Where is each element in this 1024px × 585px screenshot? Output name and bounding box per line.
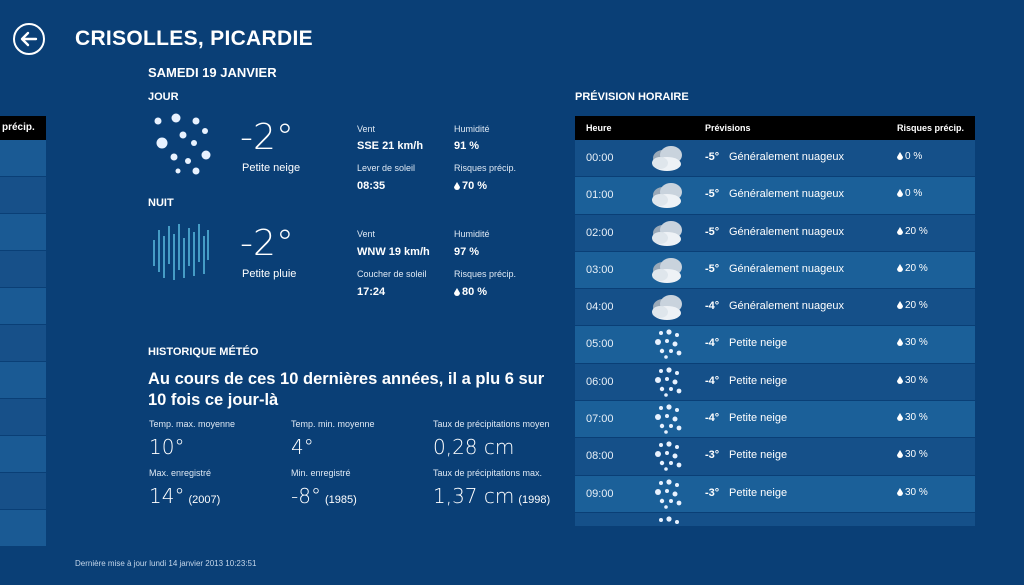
left-row [0, 473, 46, 510]
raindrop-icon [897, 488, 903, 496]
col-hour: Heure [586, 123, 612, 133]
night-temperature: -2° [240, 223, 294, 264]
left-row [0, 140, 46, 177]
row-temp: -4° [705, 337, 720, 350]
row-hour: 04:00 [586, 301, 614, 314]
left-row [0, 510, 46, 547]
row-temp: -5° [705, 262, 720, 275]
hourly-row [575, 289, 975, 326]
row-desc: Généralement nuageux [729, 300, 844, 313]
row-hour: 02:00 [586, 226, 614, 239]
left-row [0, 325, 46, 362]
row-precip-value: 30 % [905, 449, 928, 461]
record-min [291, 484, 357, 508]
night-precip [454, 286, 487, 298]
hourly-title: PRÉVISION HORAIRE [575, 91, 689, 103]
row-precip-value: 20 % [905, 300, 928, 312]
raindrop-icon [897, 338, 903, 346]
avg-precip-value: 0,28 cm [433, 435, 515, 459]
row-hour: 05:00 [586, 338, 614, 351]
day-label: JOUR [148, 91, 179, 103]
snow-icon [649, 404, 685, 434]
cloudy-icon [649, 255, 685, 285]
row-desc: Généralement nuageux [729, 151, 844, 163]
row-precip-value: 30 % [905, 412, 928, 424]
row-temp: -4° [705, 412, 720, 425]
hourly-table-header [575, 116, 975, 140]
day-temperature: -2° [240, 117, 294, 158]
hourly-row [575, 364, 975, 401]
snow-icon [649, 479, 685, 509]
night-label: NUIT [148, 197, 174, 209]
rain-icon [150, 220, 212, 282]
last-updated: Dernière mise à jour lundi 14 janvier 2013 10:23:51 [75, 559, 257, 568]
hourly-row [575, 476, 975, 513]
record-max-label: Max. enregistré [149, 468, 212, 478]
row-desc: Petite neige [729, 449, 788, 462]
row-precip-value: 30 % [905, 374, 928, 386]
night-humidity-label: Humidité [454, 229, 490, 239]
row-hour: 08:00 [586, 450, 614, 463]
row-precip-value: 20 % [905, 262, 928, 274]
day-wind: SSE 21 km/h [357, 140, 424, 152]
row-precip [897, 487, 928, 498]
snow-icon [150, 113, 212, 175]
night-wind-label: Vent [357, 229, 376, 239]
back-arrow-icon [20, 30, 38, 48]
back-button[interactable] [13, 23, 45, 55]
avg-precip-label: Taux de précipitations moyen [433, 419, 550, 429]
hourly-forecast-table[interactable] [575, 116, 975, 526]
row-desc: Petite neige [729, 374, 788, 387]
raindrop-icon [897, 413, 903, 421]
day-precip-label: Risques précip. [454, 163, 517, 173]
record-max-value: 14° [149, 484, 185, 508]
left-row [0, 399, 46, 436]
avg-min-label: Temp. min. moyenne [291, 419, 375, 429]
cloudy-icon [649, 292, 685, 322]
raindrop-icon [897, 450, 903, 458]
hourly-row [575, 215, 975, 252]
row-temp: -3° [705, 486, 720, 499]
raindrop-icon [897, 376, 903, 384]
row-precip [897, 449, 928, 460]
hourly-row [575, 326, 975, 363]
date-title: SAMEDI 19 JANVIER [148, 65, 277, 80]
day-wind-label: Vent [357, 124, 376, 134]
row-precip-value: 30 % [905, 486, 928, 498]
row-desc: Généralement nuageux [729, 262, 844, 275]
left-row [0, 362, 46, 399]
row-hour: 00:00 [586, 152, 614, 164]
night-condition: Petite pluie [242, 268, 297, 280]
record-min-year: (1985) [324, 494, 357, 506]
row-precip [897, 151, 922, 162]
left-row [0, 177, 46, 214]
cloudy-icon [649, 180, 685, 210]
raindrop-icon [897, 189, 903, 197]
max-precip [433, 484, 550, 508]
row-temp: -4° [705, 300, 720, 313]
day-humidity-label: Humidité [454, 124, 490, 134]
row-hour: 07:00 [586, 413, 614, 426]
previous-day-column[interactable] [0, 116, 46, 526]
row-precip [897, 263, 928, 274]
row-precip-value: 30 % [905, 337, 928, 349]
avg-max-value: 10° [149, 435, 185, 459]
raindrop-icon [454, 288, 460, 296]
row-precip [897, 375, 928, 386]
avg-max-label: Temp. max. moyenne [149, 419, 236, 429]
raindrop-icon [897, 301, 903, 309]
row-desc: Petite neige [729, 486, 788, 499]
row-precip [897, 412, 928, 423]
row-hour: 09:00 [586, 487, 614, 500]
cloudy-icon [649, 143, 685, 173]
snow-icon [649, 329, 685, 359]
raindrop-icon [897, 152, 903, 160]
hourly-row [575, 252, 975, 289]
left-row [0, 251, 46, 288]
left-column-header: précip. [0, 116, 46, 140]
record-min-value: -8° [291, 484, 321, 508]
row-desc: Généralement nuageux [729, 225, 844, 238]
hourly-row [575, 401, 975, 438]
row-precip-value: 0 % [905, 188, 923, 200]
day-condition: Petite neige [242, 162, 301, 174]
left-row [0, 436, 46, 473]
day-precip-value: 70 % [462, 180, 488, 192]
row-desc: Généralement nuageux [729, 188, 844, 201]
col-forecast: Prévisions [705, 123, 751, 133]
row-desc: Petite neige [729, 412, 788, 425]
row-precip [897, 300, 928, 311]
max-precip-label: Taux de précipitations max. [433, 468, 543, 478]
snow-icon [649, 367, 685, 397]
sunset-label: Coucher de soleil [357, 269, 427, 279]
hourly-row [575, 140, 975, 177]
night-precip-value: 80 % [462, 286, 488, 298]
cloudy-icon [649, 218, 685, 248]
left-row [0, 214, 46, 251]
row-hour: 03:00 [586, 263, 614, 276]
snow-icon [649, 441, 685, 471]
city-title: CRISOLLES, PICARDIE [75, 27, 313, 50]
record-max [149, 484, 220, 508]
record-min-label: Min. enregistré [291, 468, 351, 478]
row-precip-value: 20 % [905, 225, 928, 237]
max-precip-year: (1998) [518, 494, 551, 506]
row-precip [897, 337, 928, 348]
row-desc: Petite neige [729, 337, 788, 350]
night-humidity: 97 % [454, 246, 480, 258]
snow-icon [649, 516, 685, 526]
raindrop-icon [454, 182, 460, 190]
avg-min-value: 4° [291, 435, 314, 459]
row-precip-value: 0 % [905, 151, 923, 162]
row-hour: 06:00 [586, 375, 614, 388]
row-temp: -3° [705, 449, 720, 462]
history-title: HISTORIQUE MÉTÉO [148, 346, 259, 358]
sunset-time: 17:24 [357, 286, 386, 298]
hourly-rows [575, 140, 975, 526]
row-temp: -5° [705, 151, 720, 163]
left-row [0, 288, 46, 325]
day-humidity: 91 % [454, 140, 480, 152]
history-sentence: Au cours de ces 10 dernières années, il a plu 6 sur 10 fois ce jour-là [148, 370, 545, 409]
row-precip [897, 188, 922, 199]
record-max-year: (2007) [188, 494, 221, 506]
row-temp: -4° [705, 374, 720, 387]
row-precip [897, 226, 928, 237]
col-precip: Risques précip. [897, 123, 965, 133]
hourly-row [575, 513, 975, 526]
raindrop-icon [897, 264, 903, 272]
night-precip-label: Risques précip. [454, 269, 517, 279]
max-precip-value: 1,37 cm [433, 484, 515, 508]
raindrop-icon [897, 227, 903, 235]
sunrise-time: 08:35 [357, 180, 386, 192]
hourly-row [575, 438, 975, 475]
day-precip [454, 180, 487, 192]
sunrise-label: Lever de soleil [357, 163, 416, 173]
row-temp: -5° [705, 188, 720, 201]
row-temp: -5° [705, 225, 720, 238]
row-hour: 01:00 [586, 189, 614, 202]
night-wind: WNW 19 km/h [357, 246, 430, 258]
hourly-row [575, 177, 975, 214]
